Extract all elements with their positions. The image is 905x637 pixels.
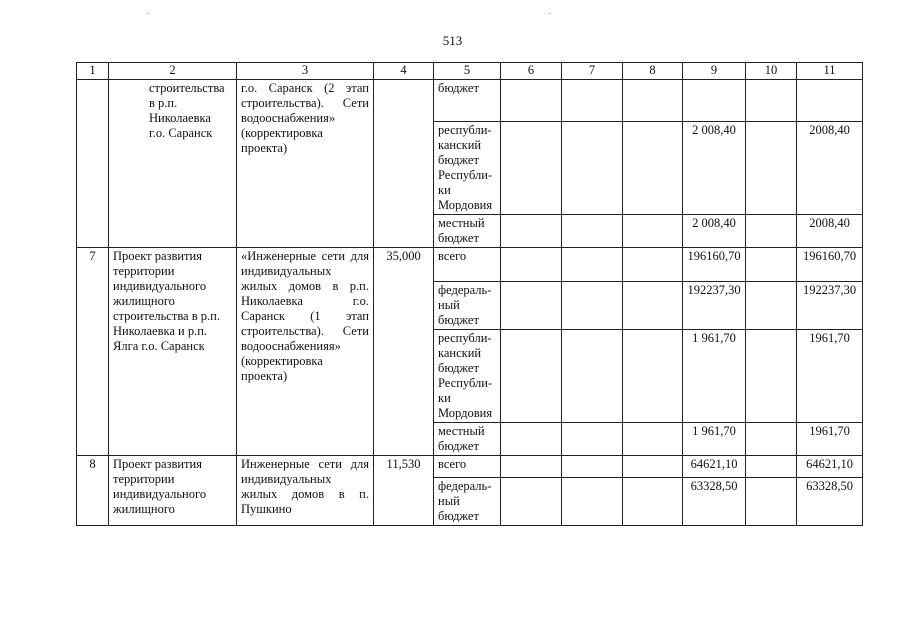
funding-source-cell: федераль-ный бюджет	[434, 478, 501, 526]
funding-source-cell: местный бюджет	[434, 423, 501, 456]
cell-empty	[562, 478, 623, 526]
total-cell: 1961,70	[797, 330, 863, 423]
amount-cell: 192237,30	[683, 282, 746, 330]
project-name-cell: Проект развития территории индивидуального жилищного строительства в р.п. Николаевка и р.п. Ялга г.о. Саранск	[109, 248, 237, 456]
amount-cell: 63328,50	[683, 478, 746, 526]
cell-empty	[623, 330, 683, 423]
column-header: 9	[683, 63, 746, 80]
column-header: 6	[501, 63, 562, 80]
amount-cell: 2 008,40	[683, 215, 746, 248]
project-name-cell: строительства в р.п. Николаевка г.о. Саранск	[109, 80, 237, 248]
cell-empty	[562, 215, 623, 248]
capacity-cell: 11,530	[374, 456, 434, 526]
cell-empty	[746, 330, 797, 423]
cell-empty	[746, 122, 797, 215]
cell-empty	[562, 248, 623, 282]
amount-cell: 2 008,40	[683, 122, 746, 215]
cell-empty	[746, 478, 797, 526]
cell-empty	[501, 478, 562, 526]
funding-source-cell: бюджет	[434, 80, 501, 122]
column-header: 2	[109, 63, 237, 80]
cell-empty	[623, 456, 683, 478]
funding-source-cell: республи-канский бюджет Республи-ки Мордовия	[434, 122, 501, 215]
cell-empty	[374, 80, 434, 248]
project-name-cell: Проект развития территории индивидуального жилищного	[109, 456, 237, 526]
header-row	[77, 63, 863, 80]
cell-empty	[746, 248, 797, 282]
total-cell: 196160,70	[797, 248, 863, 282]
cell-empty	[746, 282, 797, 330]
cell-empty	[623, 248, 683, 282]
total-cell: 1961,70	[797, 423, 863, 456]
column-header: 4	[374, 63, 434, 80]
cell-empty	[562, 456, 623, 478]
cell-empty	[623, 423, 683, 456]
cell-empty	[562, 330, 623, 423]
table-row	[77, 248, 863, 282]
amount-cell: 64621,10	[683, 456, 746, 478]
funding-source-cell: республи-канский бюджет Республи-ки Мордовия	[434, 330, 501, 423]
cell-empty	[501, 330, 562, 423]
column-header: 8	[623, 63, 683, 80]
funding-source-cell: местный бюджет	[434, 215, 501, 248]
row-number: 8	[77, 456, 109, 526]
column-header: 5	[434, 63, 501, 80]
object-name-cell: «Инженерные сети для индивидуальных жилых домов в р.п. Николаевка г.о. Саранск (1 этап строительства). Сети водооснабженияя» (корректировка проекта)	[237, 248, 374, 456]
row-number: 7	[77, 248, 109, 456]
cell-empty	[501, 282, 562, 330]
object-name-cell: г.о. Саранск (2 этап строительства). Сети водооснабжения» (корректировка проекта)	[237, 80, 374, 248]
amount-cell: 196160,70	[683, 248, 746, 282]
column-header: 3	[237, 63, 374, 80]
total-cell: 63328,50	[797, 478, 863, 526]
cell-empty	[623, 80, 683, 122]
cell-empty	[623, 122, 683, 215]
column-header: 1	[77, 63, 109, 80]
total-cell: 2008,40	[797, 215, 863, 248]
scan-speck	[147, 13, 149, 14]
object-name-cell: Инженерные сети для индивидуальных жилых домов в п. Пушкино	[237, 456, 374, 526]
cell-empty	[501, 80, 562, 122]
cell-empty	[77, 80, 109, 248]
column-header: 10	[746, 63, 797, 80]
cell-empty	[746, 215, 797, 248]
page-number: 513	[442, 33, 463, 48]
cell-empty	[746, 423, 797, 456]
amount-cell: 1 961,70	[683, 423, 746, 456]
capacity-cell: 35,000	[374, 248, 434, 456]
cell-empty	[562, 282, 623, 330]
cell-empty	[746, 80, 797, 122]
cell-empty	[501, 248, 562, 282]
column-header: 7	[562, 63, 623, 80]
table-row	[77, 456, 863, 478]
cell-empty	[501, 215, 562, 248]
budget-table	[76, 62, 863, 526]
cell-empty	[501, 423, 562, 456]
cell-empty	[562, 122, 623, 215]
total-cell	[797, 80, 863, 122]
total-cell: 192237,30	[797, 282, 863, 330]
total-cell: 2008,40	[797, 122, 863, 215]
cell-empty	[623, 215, 683, 248]
column-header: 11	[797, 63, 863, 80]
funding-source-cell: всего	[434, 456, 501, 478]
cell-empty	[501, 122, 562, 215]
scan-speck	[548, 13, 550, 14]
cell-empty	[562, 423, 623, 456]
cell-empty	[623, 478, 683, 526]
amount-cell	[683, 80, 746, 122]
cell-empty	[746, 456, 797, 478]
total-cell: 64621,10	[797, 456, 863, 478]
cell-empty	[501, 456, 562, 478]
funding-source-cell: всего	[434, 248, 501, 282]
amount-cell: 1 961,70	[683, 330, 746, 423]
table-row	[77, 80, 863, 122]
funding-source-cell: федераль-ный бюджет	[434, 282, 501, 330]
cell-empty	[623, 282, 683, 330]
cell-empty	[562, 80, 623, 122]
